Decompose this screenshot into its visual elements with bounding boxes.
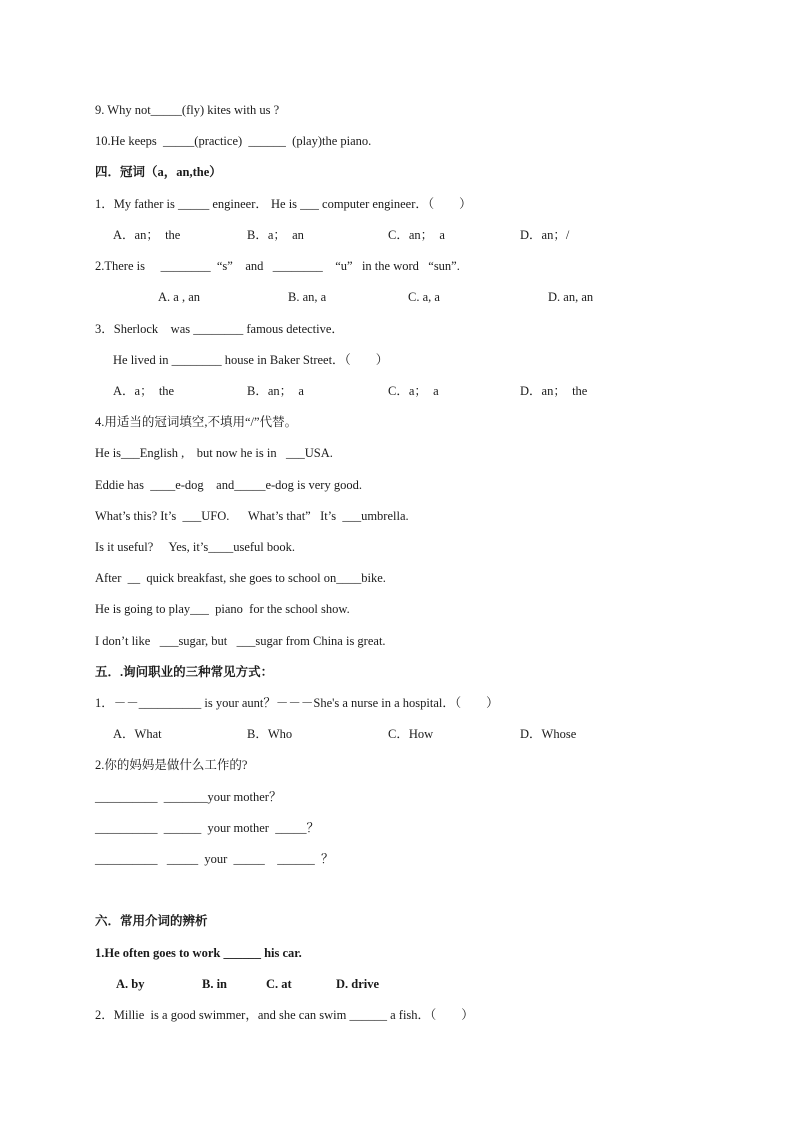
article-question-1: 1．My father is _____ engineer． He is ___ computer engineer．（ ） xyxy=(95,197,472,211)
option-a: A．What xyxy=(113,727,162,741)
prep-question-1: 1.He often goes to work ______ his car. xyxy=(95,946,302,960)
fill-line-2: Eddie has ____e-dog and_____e-dog is very good. xyxy=(95,478,362,492)
blank-line-3: __________ _____ your _____ ______ ？ xyxy=(95,852,334,866)
option-b: B. an, a xyxy=(288,290,327,304)
article-question-2: 2.There is ________ “s” and ________ “u” in the word “sun”. xyxy=(95,259,460,273)
option-c: C. a, a xyxy=(408,290,440,304)
blank-line-2: __________ ______ your mother _____？ xyxy=(95,821,319,835)
question-10: 10.He keeps _____(practice) ______ (play)the piano. xyxy=(95,134,372,148)
article-question-4: 4.用适当的冠词填空,不填用“/”代替。 xyxy=(95,415,298,429)
fill-line-6: He is going to play___ piano for the school show. xyxy=(95,602,350,616)
article-question-3-line-2: He lived in ________ house in Baker Street．（ ） xyxy=(113,353,389,367)
fill-line-1: He is___English , but now he is in ___USA. xyxy=(95,446,333,460)
job-question-2: 2.你的妈妈是做什么工作的? xyxy=(95,758,248,772)
fill-line-4: Is it useful? Yes, it’s____useful book. xyxy=(95,540,295,554)
article-question-3: 3．Sherlock was ________ famous detective． xyxy=(95,322,344,336)
section-5-heading: 五．.询问职业的三种常见方式： xyxy=(95,665,274,679)
option-a: A．a； the xyxy=(113,384,175,398)
option-b: B．Who xyxy=(247,727,293,741)
option-a: A. by xyxy=(116,977,145,991)
option-a: A. a , an xyxy=(158,290,200,304)
option-c: C．an； a xyxy=(388,228,445,242)
job-question-1: 1．－－__________ is your aunt？－－－She's a nurse in a hospital．（ ） xyxy=(95,696,499,710)
option-b: B. in xyxy=(202,977,228,991)
section-4-heading: 四．冠词（a，an,the） xyxy=(95,165,222,179)
option-d: D. an, an xyxy=(548,290,594,304)
fill-line-3: What’s this? It’s ___UFO. What’s that” It’s ___umbrella. xyxy=(95,509,409,523)
section-6-heading: 六．常用介词的辨析 xyxy=(95,914,208,928)
question-9: 9. Why not_____(fly) kites with us ? xyxy=(95,103,280,117)
option-d: D．an；/ xyxy=(520,228,570,242)
option-c: C．How xyxy=(388,727,434,741)
option-a: A．an； the xyxy=(113,228,181,242)
blank-line-1: __________ _______your mother？ xyxy=(95,790,282,804)
fill-line-5: After __ quick breakfast, she goes to school on____bike. xyxy=(95,571,386,585)
option-c: C．a； a xyxy=(388,384,439,398)
option-b: B．a； an xyxy=(247,228,304,242)
option-d: D．an； the xyxy=(520,384,588,398)
prep-question-2: 2．Millie is a good swimmer，and she can swim ______ a fish．（ ） xyxy=(95,1008,474,1022)
option-d: D. drive xyxy=(336,977,380,991)
option-b: B．an； a xyxy=(247,384,304,398)
option-d: D．Whose xyxy=(520,727,577,741)
option-c: C. at xyxy=(266,977,292,991)
fill-line-7: I don’t like ___sugar, but ___sugar from China is great. xyxy=(95,634,386,648)
